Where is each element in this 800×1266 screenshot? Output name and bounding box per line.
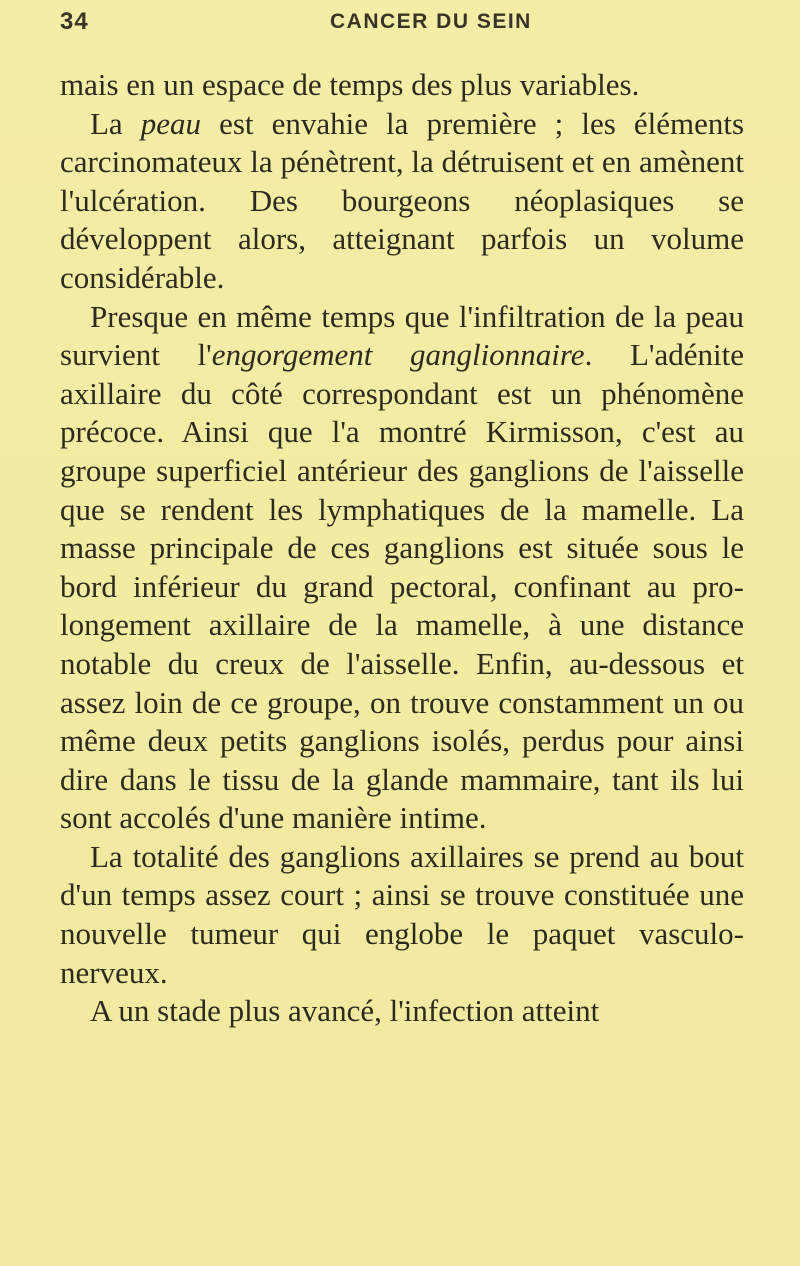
text-segment: est envahie la première ; les éléments carcinomateux la pénètrent, la détruisent et en amènent l'ulcération. Des bourgeons néoplasiques se développent alors, atteignant parfois un volume considérable. [60,105,745,295]
page-number: 34 [60,8,89,35]
paragraph-2 [60,105,744,298]
body-text [60,66,744,1031]
text-segment: mais en un espace de temps des plus variables. [60,67,640,102]
text-segment: A un stade plus avancé, l'infection atteint [90,993,600,1029]
paragraph-1 [60,66,744,105]
italic-term-peau: peau [140,105,202,141]
running-title: CANCER DU SEIN [330,10,532,33]
paragraph-4 [60,838,744,992]
text-segment: . L'adénite axillaire du côté correspondant est un phénomène précoce. Ainsi que l'a montré Kirmisson, c'est au groupe superficiel antérieur des ganglions de l'aisselle que se rendent les lymphatiques de la mamelle. La masse principale de ces ganglions est située sous le bord inférieur du grand pectoral, confinant au prolongement axillaire de la mamelle, à une distance notable du creux de l'aisselle. Enfin, au-dessous et assez loin de ce groupe, on trouve constamment un ou même deux petits ganglions isolés, perdus pour ainsi dire dans le tissu de la glande mammaire, tant ils lui sont accolés d'une manière intime. [60,337,744,836]
text-segment: Presque en même temps que l'infiltration de la peau survient l' [60,298,744,373]
italic-term-engorgement: engorgement ganglionnaire [211,337,585,373]
paragraph-3 [60,298,744,838]
text-segment: La totalité des ganglions axillaires se prend au bout d'un temps assez court ; ainsi se trouve constituée une nouvelle tumeur qui englobe le paquet vasculo-nerveux. [60,838,744,990]
text-segment: La [90,105,141,141]
paragraph-5 [60,992,744,1031]
page-header [60,4,760,44]
